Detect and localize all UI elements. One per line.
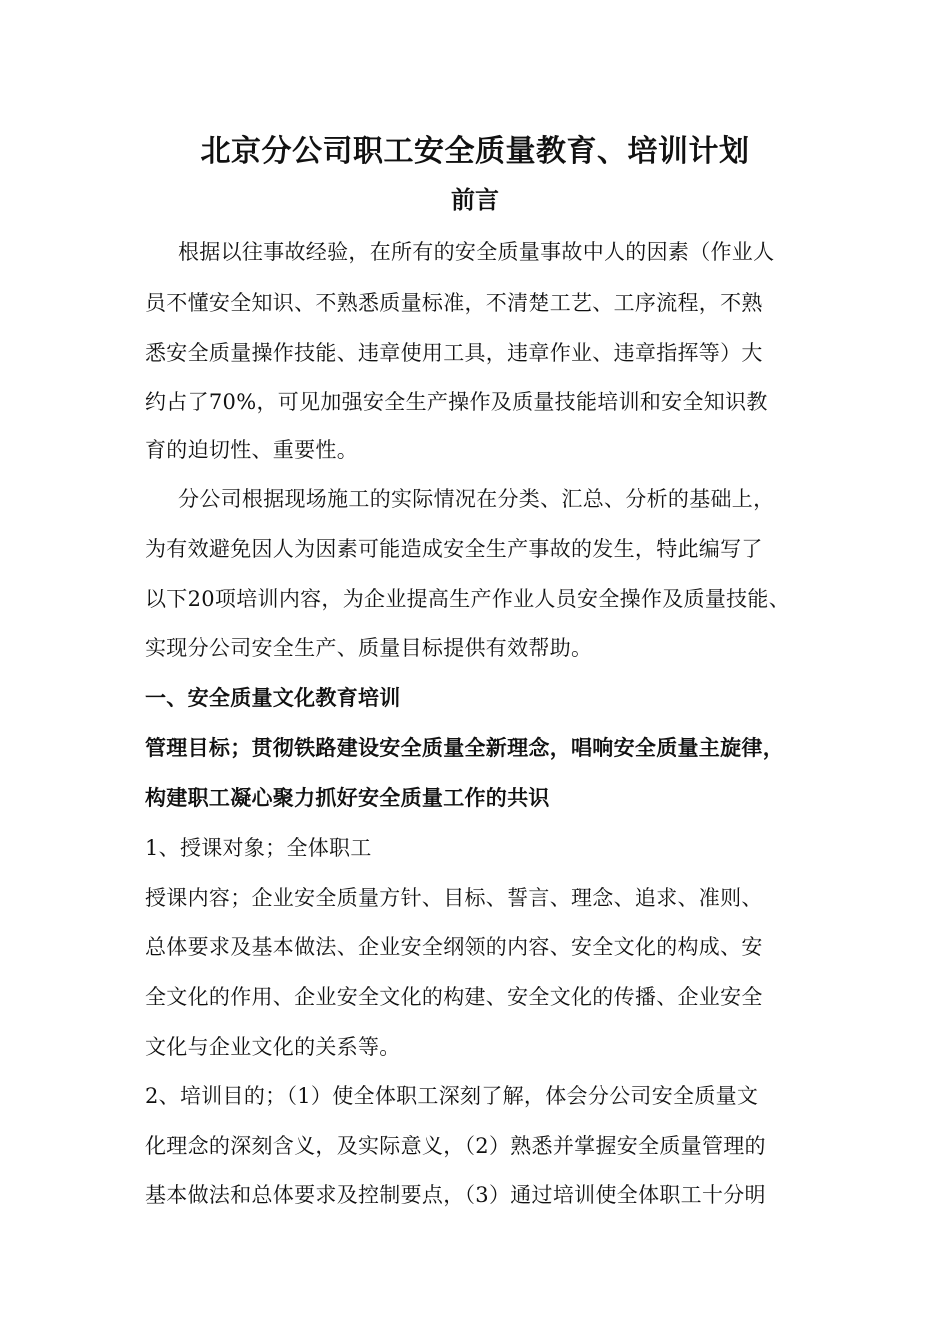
paragraph-line: 1、授课对象；全体职工 — [145, 836, 372, 860]
paragraph-line: 2、培训目的；（1）使全体职工深刻了解，体会分公司安全质量文 — [145, 1084, 759, 1108]
paragraph-line: 授课内容；企业安全质量方针、目标、誓言、理念、追求、准则、 — [145, 886, 763, 910]
paragraph-line: 育的迫切性、重要性。 — [145, 438, 358, 462]
paragraph-line: 根据以往事故经验，在所有的安全质量事故中人的因素（作业人 — [178, 240, 775, 264]
section-heading: 一、安全质量文化教育培训 — [145, 686, 401, 710]
paragraph-line: 化理念的深刻含义，及实际意义，（2）熟悉并掌握安全质量管理的 — [145, 1134, 766, 1158]
paragraph-line: 文化与企业文化的关系等。 — [145, 1035, 401, 1059]
section-preface-heading: 前言 — [451, 186, 499, 214]
paragraph-line: 悉安全质量操作技能、违章使用工具，违章作业、违章指挥等）大 — [145, 341, 763, 365]
paragraph-line: 总体要求及基本做法、企业安全纲领的内容、安全文化的构成、安 — [145, 935, 763, 959]
paragraph-line: 员不懂安全知识、不熟悉质量标准，不清楚工艺、工序流程，不熟 — [145, 291, 763, 315]
paragraph-line: 分公司根据现场施工的实际情况在分类、汇总、分析的基础上， — [178, 487, 775, 511]
paragraph-line: 全文化的作用、企业安全文化的构建、安全文化的传播、企业安全 — [145, 985, 763, 1009]
paragraph-line: 基本做法和总体要求及控制要点，（3）通过培训使全体职工十分明 — [145, 1183, 766, 1207]
document-title: 北京分公司职工安全质量教育、培训计划 — [200, 134, 750, 169]
paragraph-line: 为有效避免因人为因素可能造成安全生产事故的发生，特此编写了 — [145, 537, 763, 561]
management-goal-line: 管理目标；贯彻铁路建设安全质量全新理念，唱响安全质量主旋律， — [145, 736, 784, 760]
paragraph-line: 实现分公司安全生产、质量目标提供有效帮助。 — [145, 636, 593, 660]
management-goal-line: 构建职工凝心聚力抓好安全质量工作的共识 — [145, 786, 550, 810]
paragraph-line: 以下20项培训内容，为企业提高生产作业人员安全操作及质量技能、 — [145, 587, 791, 611]
paragraph-line: 约占了70%，可见加强安全生产操作及质量技能培训和安全知识教 — [145, 390, 768, 414]
